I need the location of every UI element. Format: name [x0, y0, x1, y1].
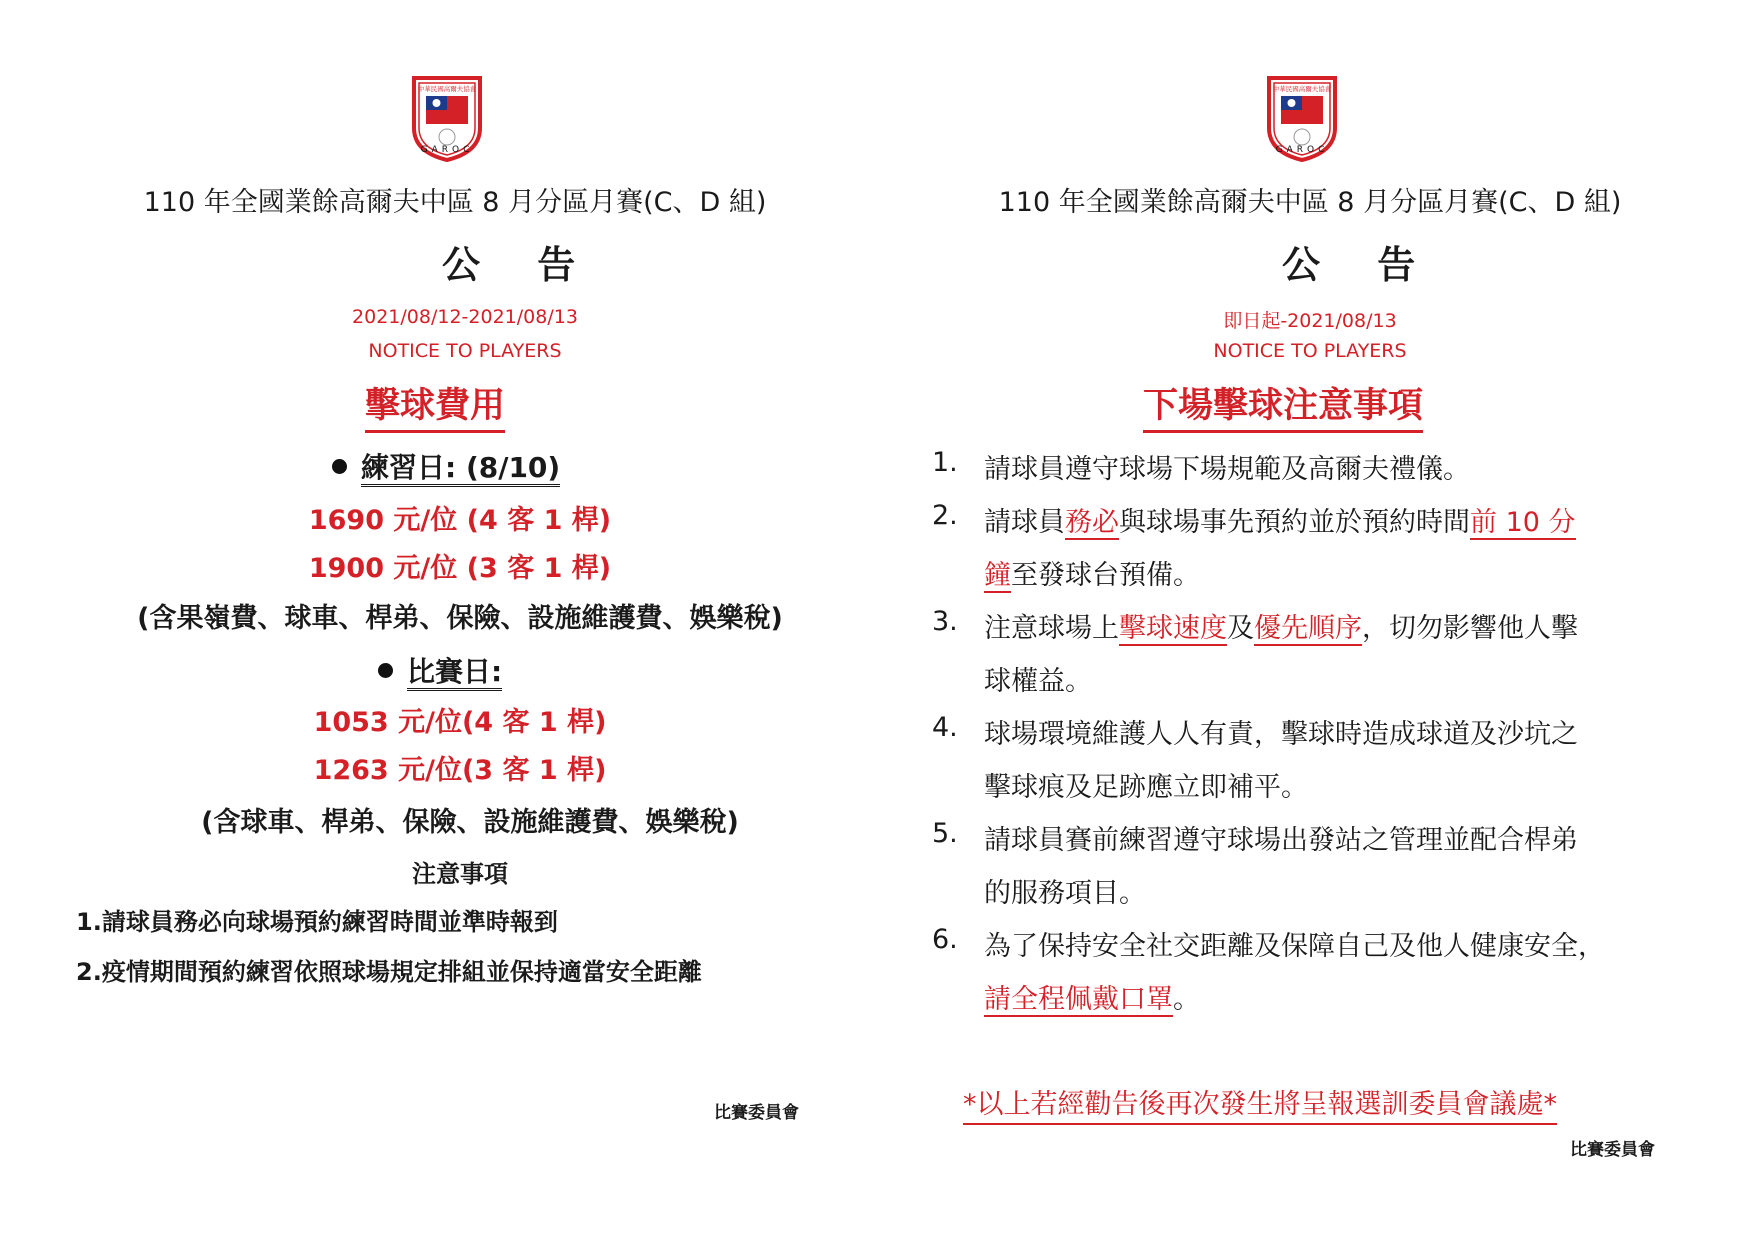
- right-warning-wrap: [963, 1082, 1557, 1121]
- rule-text-part: 及: [1227, 613, 1254, 644]
- rule-text: 請球員賽前練習遵守球場出發站之管理並配合桿弟: [984, 825, 1578, 856]
- garoc-logo-icon: [1263, 72, 1341, 162]
- rule-emphasis: 前 10 分: [1470, 507, 1576, 538]
- rule-text: [984, 606, 1578, 645]
- practice-price-2: 1900 元/位 (3 客 1 桿): [308, 553, 612, 584]
- rule-emphasis: 務必: [1065, 507, 1119, 538]
- rule-text-part: 至發球台預備。: [1011, 560, 1200, 591]
- rule-number: 6.: [932, 924, 958, 955]
- rule-text-continued: 擊球痕及足跡應立即補平。: [984, 772, 1308, 803]
- garoc-logo: [408, 72, 486, 162]
- right-notice-heading: 公 告: [1282, 243, 1438, 287]
- practice-day-heading: [332, 446, 560, 486]
- garoc-logo-icon: [408, 72, 486, 162]
- rule-emphasis: 擊球速度: [1119, 613, 1227, 644]
- rule-text-part: 注意球場上: [984, 613, 1119, 644]
- rule-text-continued: 球權益。: [984, 666, 1092, 697]
- left-date: 2021/08/12-2021/08/13: [352, 306, 578, 328]
- right-title: 110 年全國業餘高爾夫中區 8 月分區月賽(C、D 組): [998, 187, 1622, 218]
- practice-price-1: 1690 元/位 (4 客 1 桿): [308, 505, 612, 536]
- logo-top-text: 中華民國高爾夫協會: [1272, 85, 1332, 93]
- rule-text-part: 與球場事先預約並於預約時間: [1119, 507, 1470, 538]
- bullet-dot-icon: [332, 459, 347, 474]
- match-fee-note: (含球車、桿弟、保險、設施維護費、娛樂稅): [201, 807, 739, 838]
- right-section-heading-wrap: [1143, 378, 1423, 433]
- left-section-heading-wrap: [365, 378, 505, 433]
- rule-text: [984, 500, 1576, 539]
- match-price-2: 1263 元/位(3 客 1 桿): [313, 755, 607, 786]
- right-warning: *以上若經勸告後再次發生將呈報選訓委員會議處*: [963, 1089, 1557, 1125]
- rule-emphasis: 請全程佩戴口罩: [984, 984, 1173, 1015]
- left-notes-heading: 注意事項: [412, 860, 508, 888]
- rule-text-continued: [984, 553, 1200, 592]
- rule-number: 3.: [932, 606, 958, 637]
- rule-text-part: 。: [1173, 984, 1200, 1015]
- rule-text-part: 請球員: [984, 507, 1065, 538]
- right-notice-en: NOTICE TO PLAYERS: [1213, 340, 1407, 362]
- rule-text: 為了保持安全社交距離及保障自己及他人健康安全，: [984, 931, 1605, 962]
- logo-bottom-text: GAROC: [420, 145, 474, 155]
- right-date: 即日起-2021/08/13: [1223, 310, 1397, 332]
- left-note-item: 2.疫情期間預約練習依照球場規定排組並保持適當安全距離: [76, 958, 702, 986]
- rule-emphasis: 優先順序: [1254, 613, 1362, 644]
- rule-number: 5.: [932, 818, 958, 849]
- rule-number: 1.: [932, 447, 958, 478]
- rule-number: 2.: [932, 500, 958, 531]
- right-section-heading: 下場擊球注意事項: [1143, 378, 1423, 433]
- left-title: 110 年全國業餘高爾夫中區 8 月分區月賽(C、D 組): [143, 187, 767, 218]
- match-price-1: 1053 元/位(4 客 1 桿): [313, 707, 607, 738]
- practice-fee-note: (含果嶺費、球車、桿弟、保險、設施維護費、娛樂稅): [137, 603, 783, 634]
- left-notice-en: NOTICE TO PLAYERS: [368, 340, 562, 362]
- rule-text: 請球員遵守球場下場規範及高爾夫禮儀。: [984, 454, 1470, 485]
- right-signature: 比賽委員會: [1570, 1140, 1655, 1160]
- left-section-heading: 擊球費用: [365, 378, 505, 433]
- rule-text: 球場環境維護人人有責，擊球時造成球道及沙坑之: [984, 719, 1578, 750]
- left-notice-heading: 公 告: [442, 243, 598, 287]
- rule-text-part: ，切勿影響他人擊: [1362, 613, 1578, 644]
- logo-bottom-text: GAROC: [1275, 145, 1329, 155]
- rule-text-continued: 的服務項目。: [984, 878, 1146, 909]
- logo-top-text: 中華民國高爾夫協會: [417, 85, 477, 93]
- practice-day-label: 練習日: (8/10): [361, 451, 560, 487]
- match-day-label: 比賽日:: [407, 655, 502, 691]
- rule-text-continued: [984, 977, 1200, 1016]
- bullet-dot-icon: [378, 663, 393, 678]
- left-signature: 比賽委員會: [714, 1103, 799, 1123]
- rule-emphasis: 鐘: [984, 560, 1011, 591]
- match-day-heading: [378, 650, 502, 690]
- left-note-item: 1.請球員務必向球場預約練習時間並準時報到: [76, 908, 558, 936]
- rule-number: 4.: [932, 712, 958, 743]
- garoc-logo: [1263, 72, 1341, 162]
